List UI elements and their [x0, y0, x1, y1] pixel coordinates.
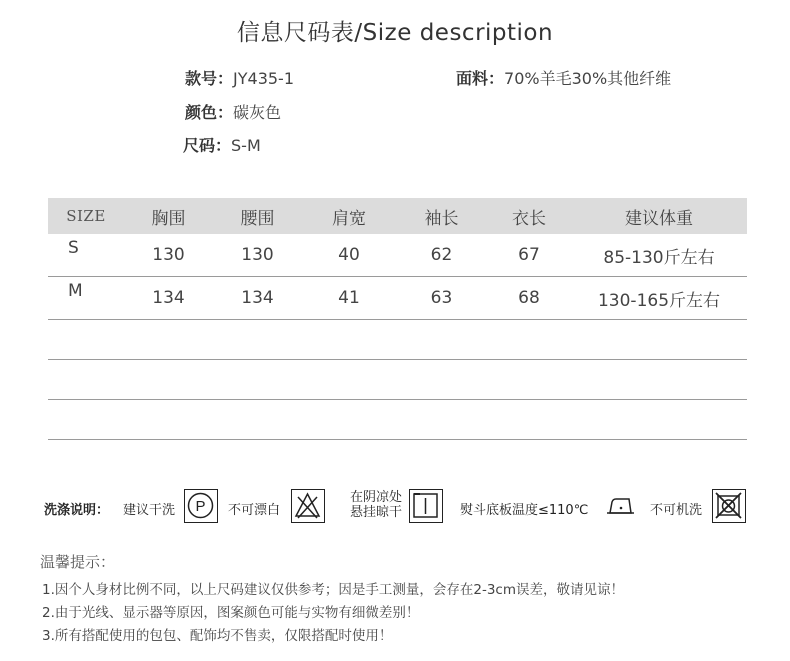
- cell-size: S: [48, 234, 124, 277]
- size-table: [48, 198, 747, 440]
- shade-dry-line2: 悬挂晾干: [350, 505, 403, 520]
- table-row: [48, 234, 747, 277]
- table-header-row: [48, 198, 747, 234]
- color: [185, 100, 281, 123]
- table-row: [48, 277, 747, 320]
- cell-size: M: [48, 277, 124, 320]
- size-range: [183, 133, 261, 156]
- cell-shoulder: 41: [302, 277, 396, 320]
- style-number-value: JY435-1: [233, 69, 294, 88]
- cell-length: 67: [487, 234, 571, 277]
- wash-instructions-label: 洗涤说明：: [44, 503, 110, 518]
- fabric: [456, 66, 671, 89]
- iron-temp-label: 熨斗底板温度≤110℃: [460, 503, 589, 518]
- iron-icon: [604, 489, 638, 523]
- shade-dry-label: [350, 490, 402, 520]
- tip-item: 3.所有搭配使用的包包、配饰均不售卖，仅限搭配时使用！: [42, 628, 393, 644]
- header-length: 衣长: [487, 198, 571, 234]
- header-weight: 建议体重: [571, 198, 747, 234]
- size-range-label: 尺码：: [183, 136, 232, 155]
- cell-sleeve: 62: [396, 234, 487, 277]
- empty-table-row: [48, 360, 747, 400]
- no-machine-wash-icon: [712, 489, 746, 523]
- dry-clean-p-icon: [184, 489, 218, 523]
- cell-waist: 130: [213, 234, 302, 277]
- fabric-label: 面料：: [456, 69, 505, 88]
- cell-weight: 130-165斤左右: [571, 277, 747, 320]
- cell-chest: 130: [124, 234, 213, 277]
- shade-dry-line1: 在阴凉处: [350, 490, 403, 505]
- color-label: 颜色：: [185, 103, 234, 122]
- header-waist: 腰围: [213, 198, 302, 234]
- cell-shoulder: 40: [302, 234, 396, 277]
- fabric-value: 70%羊毛30%其他纤维: [504, 69, 672, 88]
- cell-weight: 85-130斤左右: [571, 234, 747, 277]
- cell-waist: 134: [213, 277, 302, 320]
- empty-table-row: [48, 320, 747, 360]
- no-machine-wash-label: 不可机洗: [650, 503, 703, 518]
- size-range-value: S-M: [231, 136, 261, 155]
- header-sleeve: 袖长: [396, 198, 487, 234]
- tips-title: 温馨提示：: [40, 553, 116, 571]
- tip-item: 1.因个人身材比例不同，以上尺码建议仅供参考；因是手工测量，会存在2-3cm误差，敬请见谅！: [42, 582, 625, 598]
- header-size: SIZE: [48, 198, 124, 234]
- cell-length: 68: [487, 277, 571, 320]
- page-title: 信息尺码表/Size description: [236, 20, 554, 46]
- tip-item: 2.由于光线、显示器等原因，图案颜色可能与实物有细微差别！: [42, 605, 420, 621]
- header-chest: 胸围: [124, 198, 213, 234]
- cell-chest: 134: [124, 277, 213, 320]
- cell-sleeve: 63: [396, 277, 487, 320]
- style-number-label: 款号：: [185, 69, 234, 88]
- dry-clean-label: 建议干洗: [123, 503, 176, 518]
- style-number: [185, 66, 294, 89]
- no-bleach-label: 不可漂白: [228, 503, 281, 518]
- header-shoulder: 肩宽: [302, 198, 396, 234]
- color-value: 碳灰色: [233, 103, 282, 122]
- empty-table-row: [48, 400, 747, 440]
- dry-clean-icon-letter: P: [195, 498, 206, 515]
- line-dry-shade-icon: [409, 489, 443, 523]
- care-instructions: [0, 484, 790, 524]
- no-bleach-icon: [291, 489, 325, 523]
